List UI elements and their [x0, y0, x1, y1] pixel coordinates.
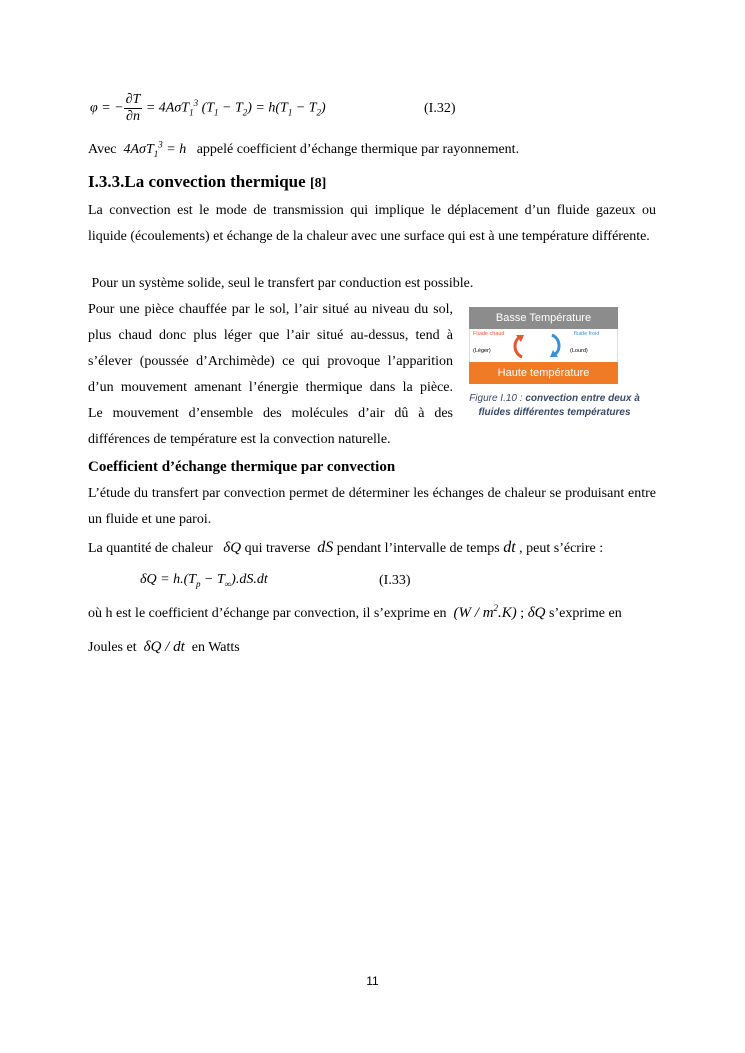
last-text: où h est le coefficient d’échange par convection, il s’exprime en [88, 606, 447, 621]
section-title [88, 172, 326, 192]
unit-part: (W / m [453, 605, 494, 621]
avec-word: Avec [88, 142, 117, 157]
p5-dt: dt [503, 539, 516, 556]
figure-bottom-band: Haute température [469, 362, 618, 384]
eq-part: (T [201, 100, 215, 116]
expr-part: = h [162, 142, 187, 157]
eq-part: − T [292, 100, 317, 116]
figure-convection [469, 307, 618, 384]
eq33-part: δQ = h.(T [140, 572, 197, 587]
p5-text: , peut s’écrire : [519, 541, 604, 556]
eq-phi: φ = − [90, 100, 124, 116]
expr-sub: 1 [153, 148, 159, 159]
last-text: s’exprime en [549, 606, 622, 621]
paragraph-4: L’étude du transfert par convection permet de déterminer les échanges de chaleur se produisant entre un fluide et une paroi. [88, 486, 656, 527]
paragraph-5 [88, 539, 603, 557]
eq-fraction [124, 92, 143, 125]
rising-arrow-icon [510, 333, 526, 359]
equation-i32 [90, 92, 326, 125]
last-semicolon: ; [520, 606, 525, 621]
equation-number-i33: (I.33) [379, 573, 411, 588]
avec-expr [123, 139, 187, 159]
fluid-cold-label: fluide froid [574, 331, 600, 337]
p5-ds: dS [317, 539, 334, 556]
fluid-hot-sub: (Léger) [473, 348, 491, 354]
expr-part: 4AσT [123, 142, 154, 157]
last-dqdt: δQ / dt [143, 639, 185, 655]
p3-line: s’élever (poussée d’Archimède) ce qui provoque l’apparition [88, 354, 453, 369]
frac-den: ∂n [126, 109, 140, 124]
section-ref: [8] [309, 176, 327, 191]
eq-sub: 1 [189, 107, 194, 118]
last-text: Joules et [88, 640, 137, 655]
eq33-part: ).dS.dt [231, 572, 268, 587]
fluid-cold-sub: (Lourd) [570, 348, 588, 354]
last-paragraph-line1 [88, 605, 656, 622]
caption-bold: convection entre deux à fluides différentes températures [478, 393, 640, 418]
caption-prefix: Figure I.10 : [469, 393, 526, 404]
unit-expr [454, 605, 517, 621]
p5-text: qui traverse [244, 541, 311, 556]
eq-rhs: = 4AσT [145, 100, 190, 116]
fluid-hot-label: Fluide chaud [473, 331, 505, 337]
p3-line: d’un mouvement amenant l’énergie thermique dans la pièce. [88, 380, 453, 395]
p5-text: La quantité de chaleur [88, 541, 213, 556]
figure-caption [462, 392, 647, 420]
eq-part: ) = h(T [247, 100, 288, 116]
sinking-arrow-icon [548, 333, 564, 359]
expr-sup: 3 [158, 139, 163, 150]
p3-line: Pour une pièce chauffée par le sol, l’air situé au niveau du sol, [88, 302, 453, 317]
last-dq: δQ [527, 605, 546, 621]
page-number: 11 [366, 974, 379, 988]
last-text: en Watts [191, 640, 240, 655]
paragraph-2: Pour un système solide, seul le transfert par conduction est possible. [88, 276, 474, 291]
eq-sub: 1 [214, 107, 219, 118]
eq-sub: 1 [287, 107, 293, 118]
unit-part: .K) [498, 605, 517, 621]
eq-sup: 3 [193, 98, 199, 109]
eq-part: − T [218, 100, 243, 116]
p5-dq: δQ [223, 540, 242, 556]
eq-sub: 2 [242, 107, 248, 118]
eq33-sub: ∞ [224, 578, 232, 589]
coefficient-heading: Coefficient d’échange thermique par convection [88, 459, 396, 475]
eq-sub: 2 [316, 107, 322, 118]
frac-num: ∂T [125, 92, 141, 107]
p3-line: différences de température est la convection naturelle. [88, 432, 391, 447]
figure-middle [469, 329, 618, 362]
avec-text: appelé coefficient d’échange thermique par rayonnement. [196, 142, 520, 157]
equation-i33 [140, 572, 268, 588]
equation-number-i32: (I.32) [424, 101, 456, 116]
p3-line: plus chaud donc plus léger que l’air situé au-dessus, tend à [88, 328, 453, 343]
eq33-sub: p [196, 578, 201, 589]
eq-part: ) [321, 100, 326, 116]
avec-line [88, 139, 520, 159]
eq33-part: − T [200, 572, 225, 587]
unit-sup: 2 [493, 603, 499, 613]
p3-line: Le mouvement d’ensemble des molécules d’air dû à des [88, 406, 453, 421]
paragraph-1: La convection est le mode de transmission qui implique le déplacement d’un fluide gazeux ou liquide (écoulements) et échange de la chaleur avec une surface qui est à une température différente. [88, 203, 656, 244]
last-paragraph-line2 [88, 639, 240, 656]
section-title-text: I.3.3.La convection thermique [88, 172, 306, 191]
figure-top-band: Basse Température [469, 307, 618, 329]
p5-text: pendant l’intervalle de temps [336, 541, 500, 556]
